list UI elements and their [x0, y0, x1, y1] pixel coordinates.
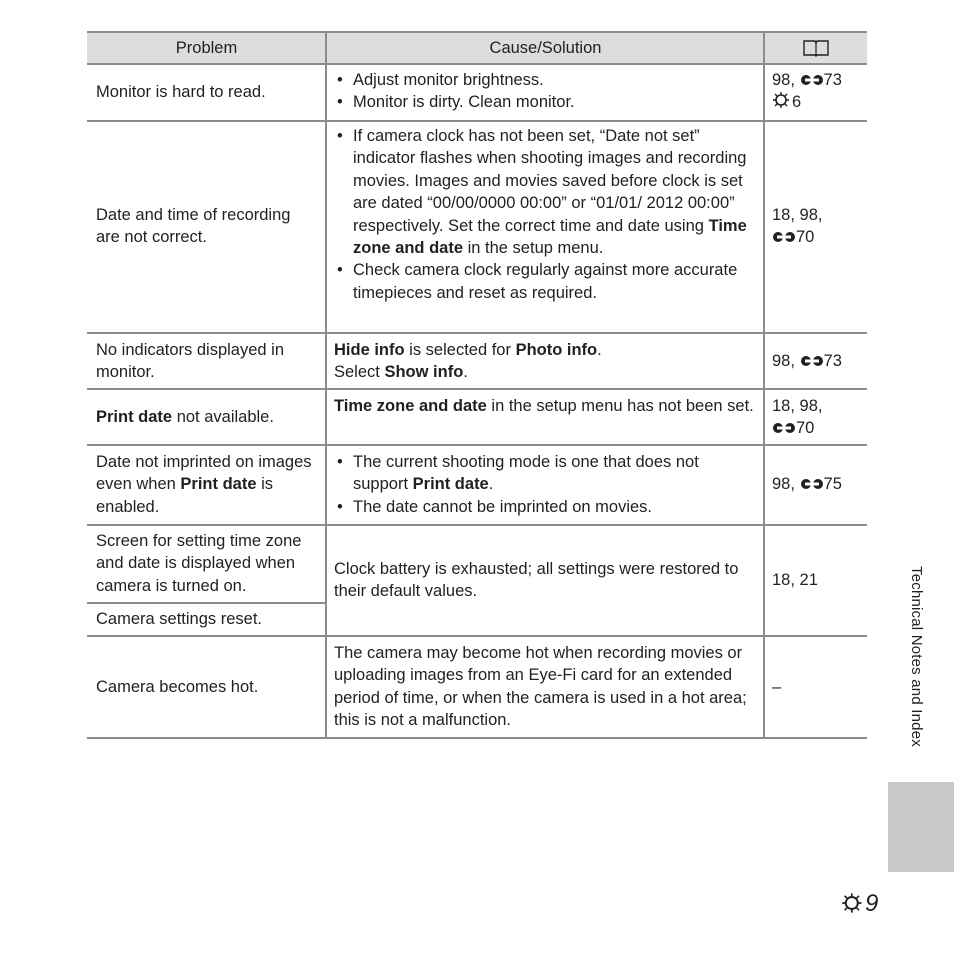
row-rule — [87, 388, 867, 390]
cause-cell: Time zone and date in the setup menu has not been set. — [334, 397, 754, 415]
section-side-label: Technical Notes and Index — [908, 566, 925, 747]
cause-cell — [334, 69, 758, 114]
technical-notes-icon — [772, 91, 792, 109]
page-ref-cell: 98, 75 — [772, 475, 842, 493]
problem-cell: Camera becomes hot. — [96, 678, 259, 696]
bullet-item: • Monitor is dirty. Clean monitor. — [334, 91, 758, 113]
row-rule — [87, 635, 867, 637]
row-rule — [87, 602, 327, 604]
problem-cell: Screen for setting time zone and date is displayed when camera is turned on. — [96, 532, 302, 595]
bullet-item: • The current shooting mode is one that does not support Print date. — [334, 451, 758, 496]
section-tab — [888, 782, 954, 872]
page-ref-cell: 18, 21 — [772, 571, 818, 589]
page-number: 9 — [841, 890, 878, 918]
page-ref-cell: 18, 98, 70 — [772, 397, 823, 438]
column-rule — [325, 31, 327, 738]
cause-cell: Hide info is selected for Photo info. Select Show info. — [334, 341, 602, 382]
bullet-item: • Adjust monitor brightness. — [334, 69, 758, 91]
header-cause-solution: Cause/Solution — [489, 39, 602, 57]
problem-cell: No indicators displayed in monitor. — [96, 341, 285, 382]
header-problem: Problem — [175, 39, 238, 57]
page-ref-cell: 98, 73 6 — [772, 71, 842, 112]
bullet-item: • Check camera clock regularly against more accurate timepieces and reset as required. — [334, 259, 758, 304]
reference-section-icon — [800, 477, 824, 491]
problem-cell: Print date not available. — [96, 408, 274, 426]
page-ref-cell: – — [772, 678, 782, 696]
row-rule — [87, 332, 867, 334]
reference-section-icon — [800, 354, 824, 368]
problem-cell: Date and time of recording are not correct. — [96, 206, 291, 247]
problem-cell: Camera settings reset. — [96, 610, 262, 628]
row-rule — [87, 444, 867, 446]
problem-cell: Date not imprinted on images even when Print date is enabled. — [96, 453, 312, 516]
row-rule — [87, 524, 867, 526]
book-icon — [764, 33, 867, 63]
problem-cell: Monitor is hard to read. — [96, 83, 266, 101]
reference-section-icon — [772, 421, 796, 435]
cause-cell — [334, 451, 758, 518]
page-ref-cell: 18, 98, 70 — [772, 206, 823, 247]
page-ref-cell: 98, 73 — [772, 352, 842, 370]
column-rule — [763, 31, 765, 738]
table-header — [87, 31, 867, 65]
technical-notes-icon — [841, 892, 865, 914]
reference-section-icon — [800, 73, 824, 87]
cause-cell — [334, 125, 758, 304]
reference-section-icon — [772, 230, 796, 244]
bullet-item: • If camera clock has not been set, “Date not set” indicator flashes when shooting images and recording movies. Images and movies saved before clock is set are dated “00/00/0000 00:00” or “01/01/ 2012 00:00” respectively. Set the correct time and date using Time zone and date in the setup menu. — [334, 125, 758, 259]
cause-cell: The camera may become hot when recording movies or uploading images from an Eye-Fi card for an extended period of time, or when the camera is used in a hot area; this is not a malfunction. — [334, 644, 747, 730]
row-rule — [87, 737, 867, 739]
cause-cell: Clock battery is exhausted; all settings were restored to their default values. — [334, 560, 739, 601]
bullet-item: • The date cannot be imprinted on movies. — [334, 496, 758, 518]
row-rule — [87, 120, 867, 122]
